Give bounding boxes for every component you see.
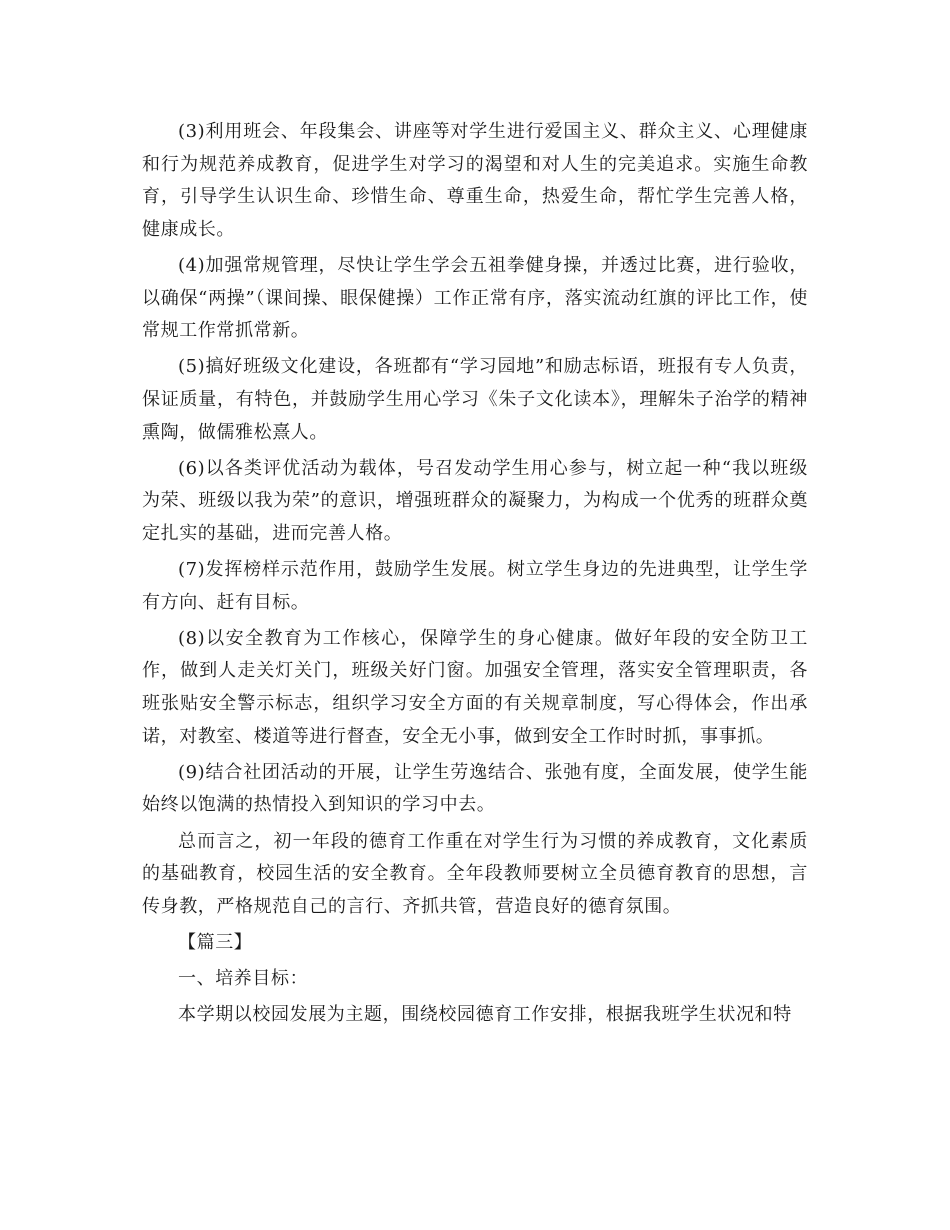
paragraph-summary: 总而言之，初一年段的德育工作重在对学生行为习惯的养成教育，文化素质的基础教育，校园生活的安全教育。全年段教师要树立全员德育教育的思想，言传身教，严格规范自己的言行、齐抓共管，营造良好的德育氛围。 [142,830,808,917]
paragraph-item-7: (7)发挥榜样示范作用，鼓励学生发展。树立学生身边的先进典型，让学生学有方向、赶有目标。 [142,559,808,613]
paragraph-item-3: (3)利用班会、年段集会、讲座等对学生进行爱国主义、群众主义、心理健康和行为规范养成教育，促进学生对学习的渴望和对人生的完美追求。实施生命教育，引导学生认识生命、珍惜生命、尊重生命，热爱生命，帮忙学生完善人格，健康成长。 [142,121,808,240]
paragraph-intro: 本学期以校园发展为主题，围绕校园德育工作安排，根据我班学生状况和特 [178,1004,792,1026]
paragraph-item-4: (4)加强常规管理，尽快让学生学会五祖拳健身操，并透过比赛，进行验收，以确保“两操”（课间操、眼保健操）工作正常有序，落实流动红旗的评比工作，使常规工作常抓常新。 [142,254,808,342]
paragraph-item-8: (8)以安全教育为工作核心，保障学生的身心健康。做好年段的安全防卫工作，做到人走关灯关门，班级关好门窗。加强安全管理，落实安全管理职责，各班张贴安全警示标志，组织学习安全方面的有关规章制度，写心得体会，作出承诺，对教室、楼道等进行督查，安全无小事，做到安全工作时时抓，事事抓。 [142,627,808,747]
document-body [142,116,808,1036]
paragraph-item-6: (6)以各类评优活动为载体，号召发动学生用心参与，树立起一种“我以班级为荣、班级以我为荣”的意识，增强班群众的凝聚力，为构成一个优秀的班群众奠定扎实的基础，进而完善人格。 [142,457,808,544]
paragraph-item-9: (9)结合社团活动的开展，让学生劳逸结合、张弛有度，全面发展，使学生能始终以饱满的热情投入到知识的学习中去。 [142,761,808,816]
subsection-heading: 一、培养目标： [178,968,309,990]
paragraph-item-5: (5)搞好班级文化建设，各班都有“学习园地”和励志标语，班报有专人负责，保证质量，有特色，并鼓励学生用心学习《朱子文化读本》，理解朱子治学的精神熏陶，做儒雅松熹人。 [142,356,808,443]
section-heading: 【篇三】 [178,932,253,953]
